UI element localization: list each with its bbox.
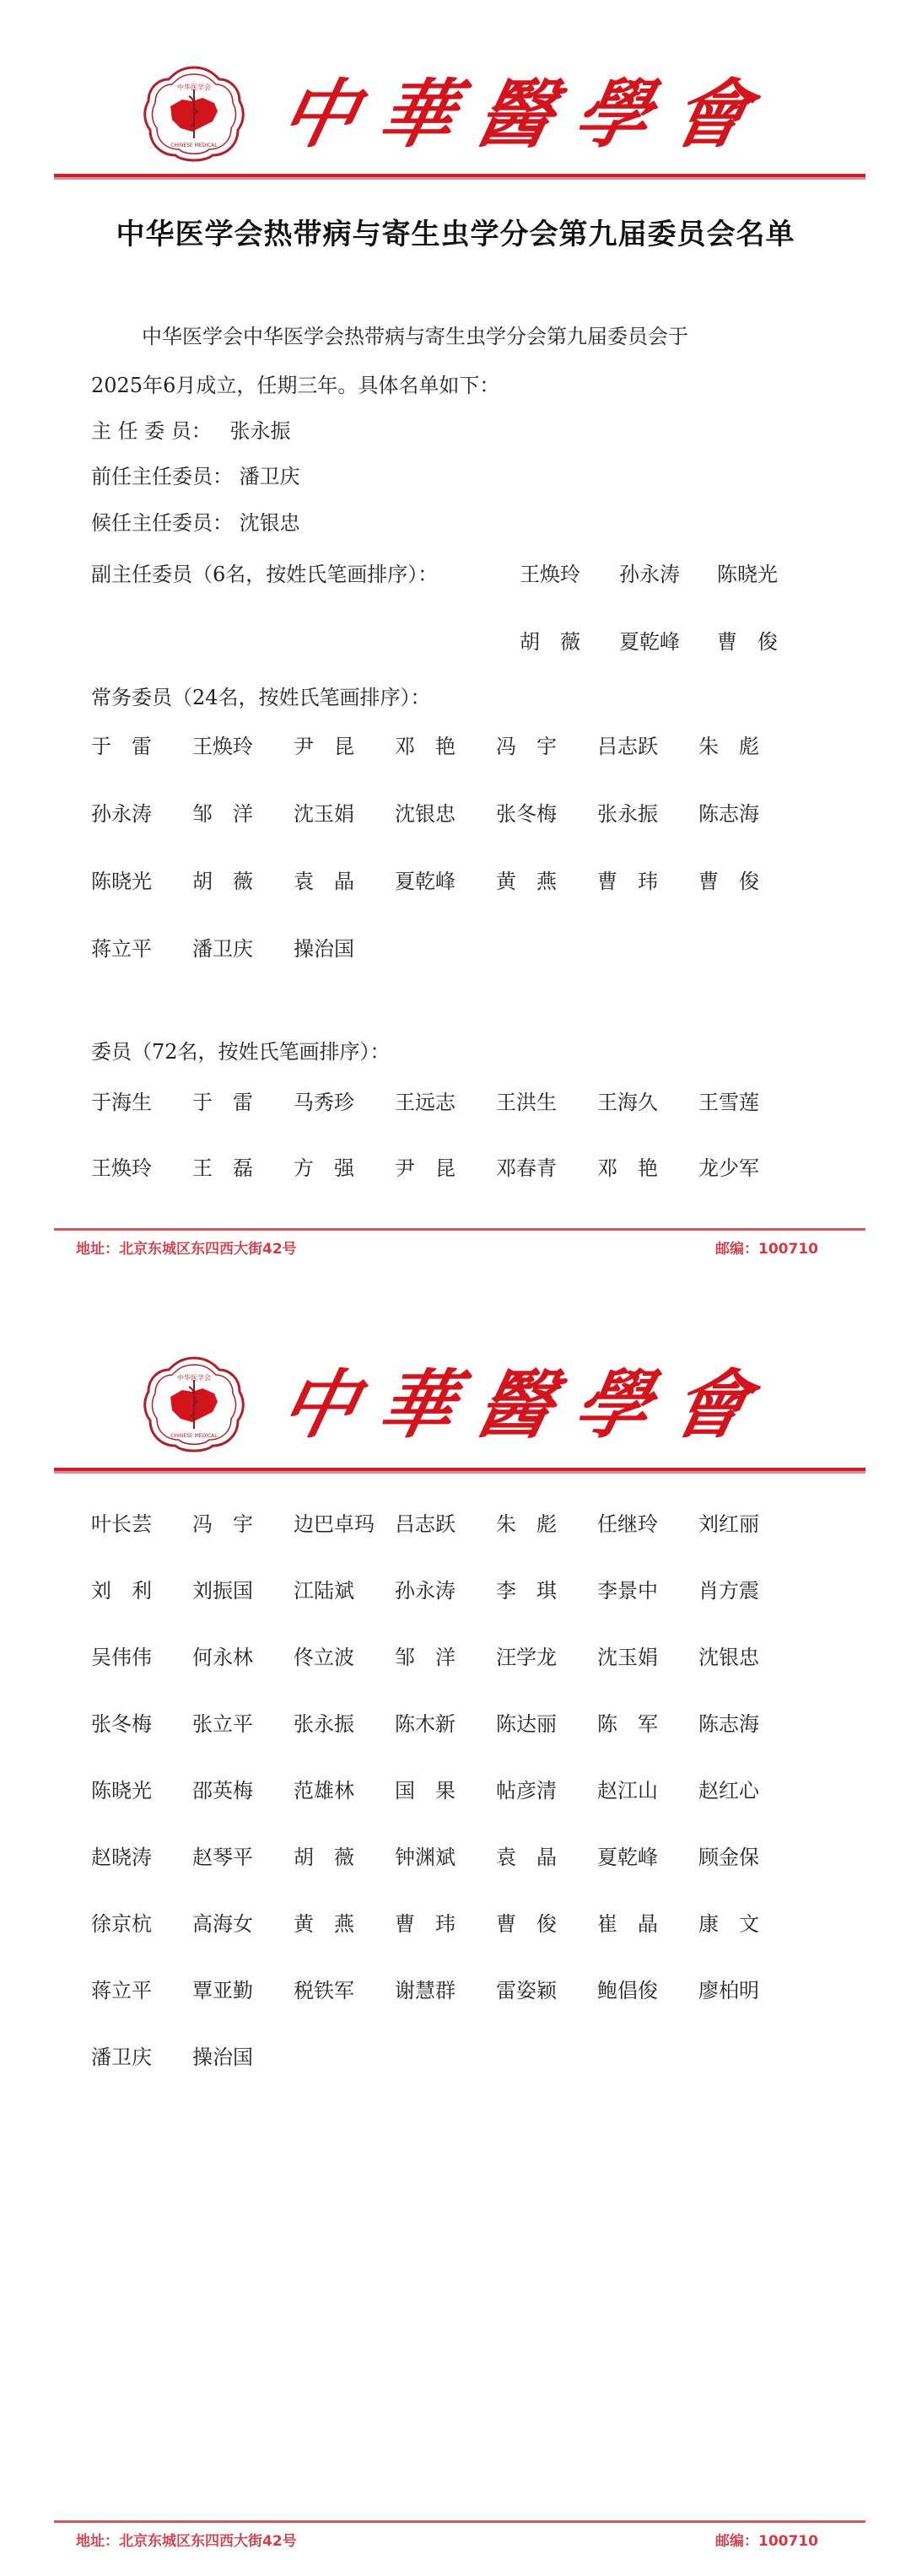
person-name: 廖柏明: [698, 1979, 759, 2002]
person-name: 操治国: [294, 937, 354, 961]
person-name: 雷姿颖: [496, 1979, 557, 2002]
person-name: 陈晓光: [91, 870, 152, 893]
chair-row: [91, 417, 291, 445]
names-row: [91, 1510, 850, 1539]
person-name: 王洪生: [496, 1091, 557, 1114]
vice-chair-name: 王焕玲: [520, 563, 580, 586]
person-name: 钟渊斌: [395, 1846, 456, 1869]
person-name: 沈银忠: [698, 1646, 759, 1669]
person-name: 税铁军: [294, 1979, 354, 2002]
person-name: 曹 俊: [698, 870, 759, 893]
names-row: [91, 867, 850, 896]
footer-rule: [54, 2520, 865, 2523]
vice-chair-name: 曹 俊: [717, 630, 778, 654]
person-name: 王 磊: [192, 1156, 253, 1180]
names-row: [91, 935, 850, 963]
person-name: 曹 俊: [496, 1912, 557, 1936]
svg-text:中华医学会: 中华医学会: [177, 1374, 211, 1382]
members-label: 委员（72名，按姓氏笔画排序）：: [91, 1040, 391, 1064]
person-name: 赵江山: [597, 1779, 658, 1803]
person-name: 陈志海: [698, 1712, 759, 1736]
person-name: 胡 薇: [294, 1846, 354, 1869]
person-name: 夏乾峰: [395, 870, 456, 893]
vice-chairs-row-2: [91, 628, 850, 656]
footer-postcode: 邮编：100710: [715, 1241, 818, 1258]
person-name: 方 强: [294, 1156, 354, 1180]
person-name: 覃亚勤: [192, 1979, 253, 2002]
person-name: 高海女: [192, 1912, 253, 1936]
vice-chair-name: 孙永涛: [619, 563, 680, 586]
vice-chairs-label: 副主任委员（6名，按姓氏笔画排序）：: [91, 563, 439, 586]
person-name: 陈木新: [395, 1712, 456, 1736]
person-name: 邹 洋: [395, 1646, 456, 1669]
person-name: 邓 艳: [395, 735, 456, 758]
person-name: 张永振: [597, 802, 658, 826]
person-name: 吕志跃: [395, 1512, 456, 1536]
person-name: 邓 艳: [597, 1156, 658, 1180]
person-name: 冯 宇: [496, 735, 557, 758]
person-name: 刘振国: [192, 1579, 253, 1603]
names-row: [91, 2043, 850, 2072]
person-name: 何永林: [192, 1646, 253, 1669]
person-name: 邹 洋: [192, 802, 253, 826]
names-row: [91, 800, 850, 828]
person-name: 谢慧群: [395, 1979, 456, 2002]
letterhead: [0, 1341, 911, 1527]
person-name: 曹 玮: [395, 1912, 456, 1936]
names-row: [91, 1710, 850, 1738]
names-row: [91, 1976, 850, 2005]
standing-members-label: 常务委员（24名，按姓氏笔画排序）：: [91, 686, 431, 709]
person-name: 顾金保: [698, 1846, 759, 1869]
person-name: 汪学龙: [496, 1646, 557, 1669]
footer-postcode: 邮编：100710: [715, 2533, 818, 2550]
names-row: [91, 732, 850, 761]
letterhead: [0, 51, 911, 236]
person-name: 黄 燕: [496, 870, 557, 893]
person-name: 陈晓光: [91, 1779, 152, 1803]
person-name: 江陆斌: [294, 1579, 354, 1603]
person-name: 孙永涛: [395, 1579, 456, 1603]
chair-elect-row: [91, 509, 300, 537]
person-name: 赵晓涛: [91, 1846, 152, 1869]
former-chair-name: 潘卫庆: [239, 465, 300, 488]
person-name: 吕志跃: [597, 735, 658, 758]
person-name: 陈志海: [698, 802, 759, 826]
person-name: 尹 昆: [395, 1156, 456, 1180]
person-name: 鲍倡俊: [597, 1979, 658, 2002]
person-name: 马秀珍: [294, 1091, 354, 1114]
person-name: 张立平: [192, 1712, 253, 1736]
person-name: 于 雷: [91, 735, 152, 758]
svg-text:CHINESE MEDICAL: CHINESE MEDICAL: [170, 143, 218, 148]
person-name: 吴伟伟: [91, 1646, 152, 1669]
person-name: 王远志: [395, 1091, 456, 1114]
person-name: 赵琴平: [192, 1846, 253, 1869]
person-name: 沈银忠: [395, 802, 456, 826]
names-row: [91, 1776, 850, 1805]
person-name: 边巴卓玛: [294, 1512, 375, 1536]
chair-name: 张永振: [229, 419, 291, 443]
person-name: 邵英梅: [192, 1779, 253, 1803]
person-name: 朱 彪: [698, 735, 759, 758]
person-name: 陈 军: [597, 1712, 658, 1736]
chair-elect-name: 沈银忠: [239, 511, 300, 535]
footer-rule: [54, 1228, 865, 1231]
person-name: 沈玉娟: [294, 802, 354, 826]
letter-page-1: [0, 0, 911, 1282]
person-name: 国 果: [395, 1779, 456, 1803]
person-name: 张冬梅: [496, 802, 557, 826]
person-name: 龙少军: [698, 1156, 759, 1180]
document-title: 中华医学会热带病与寄生虫学分会第九届委员会名单: [116, 218, 795, 251]
person-name: 袁 晶: [294, 870, 354, 893]
person-name: 张永振: [294, 1712, 354, 1736]
brand-calligraphy-title: 中華醫學會: [272, 1361, 782, 1448]
brand-calligraphy-title: 中華醫學會: [272, 70, 782, 158]
names-row: [91, 1576, 850, 1605]
footer-address: 地址：北京东城区东四西大街42号: [76, 1241, 297, 1258]
person-name: 任继玲: [597, 1512, 658, 1536]
person-name: 夏乾峰: [597, 1846, 658, 1869]
person-name: 李 琪: [496, 1579, 557, 1603]
vice-chair-name: 陈晓光: [717, 563, 778, 586]
person-name: 徐京杭: [91, 1912, 152, 1936]
person-name: 曹 玮: [597, 870, 658, 893]
intro-line-2: 2025年6月成立，任期三年。具体名单如下：: [91, 374, 500, 397]
person-name: 王焕玲: [91, 1156, 152, 1180]
names-row: [91, 1910, 850, 1938]
person-name: 刘 利: [91, 1579, 152, 1603]
person-name: 胡 薇: [192, 870, 253, 893]
names-row: [91, 1088, 850, 1117]
header-double-rule: [54, 174, 865, 180]
person-name: 于海生: [91, 1091, 152, 1114]
person-name: 叶长芸: [91, 1512, 152, 1536]
association-seal-icon: [142, 1355, 246, 1454]
names-row: [91, 1643, 850, 1672]
person-name: 邓春青: [496, 1156, 557, 1180]
person-name: 黄 燕: [294, 1912, 354, 1936]
person-name: 陈达丽: [496, 1712, 557, 1736]
person-name: 王海久: [597, 1091, 658, 1114]
names-row: [91, 1843, 850, 1872]
person-name: 肖方震: [698, 1579, 759, 1603]
chair-label: 主 任 委 员：: [91, 419, 212, 443]
person-name: 于 雷: [192, 1091, 253, 1114]
person-name: 赵红心: [698, 1779, 759, 1803]
person-name: 帖彦清: [496, 1779, 557, 1803]
association-seal-icon: [142, 64, 246, 164]
names-row: [91, 1154, 850, 1183]
person-name: 操治国: [192, 2045, 253, 2069]
letter-page-2: [0, 1282, 911, 2576]
person-name: 朱 彪: [496, 1512, 557, 1536]
person-name: 蒋立平: [91, 937, 152, 961]
person-name: 康 文: [698, 1912, 759, 1936]
chair-elect-label: 候任主任委员：: [91, 511, 233, 535]
person-name: 潘卫庆: [192, 937, 253, 961]
person-name: 孙永涛: [91, 802, 152, 826]
svg-text:中华医学会: 中华医学会: [177, 84, 211, 91]
person-name: 沈玉娟: [597, 1646, 658, 1669]
person-name: 袁 晶: [496, 1846, 557, 1869]
vice-chair-name: 夏乾峰: [619, 630, 680, 654]
svg-text:CHINESE MEDICAL: CHINESE MEDICAL: [170, 1433, 218, 1439]
vice-chair-name: 胡 薇: [520, 630, 580, 654]
former-chair-row: [91, 462, 300, 491]
former-chair-label: 前任主任委员：: [91, 465, 233, 488]
header-double-rule: [54, 1468, 865, 1474]
person-name: 崔 晶: [597, 1912, 658, 1936]
person-name: 蒋立平: [91, 1979, 152, 2002]
person-name: 王焕玲: [192, 735, 253, 758]
intro-line-1: 中华医学会中华医学会热带病与寄生虫学分会第九届委员会于: [142, 325, 688, 348]
person-name: 冯 宇: [192, 1512, 253, 1536]
person-name: 佟立波: [294, 1646, 354, 1669]
person-name: 尹 昆: [294, 735, 354, 758]
person-name: 范雄林: [294, 1779, 354, 1803]
footer-address: 地址：北京东城区东四西大街42号: [76, 2533, 297, 2550]
person-name: 王雪莲: [698, 1091, 759, 1114]
person-name: 刘红丽: [698, 1512, 759, 1536]
person-name: 潘卫庆: [91, 2045, 152, 2069]
vice-chairs-row-1: [91, 560, 850, 589]
person-name: 李景中: [597, 1579, 658, 1603]
person-name: 张冬梅: [91, 1712, 152, 1736]
